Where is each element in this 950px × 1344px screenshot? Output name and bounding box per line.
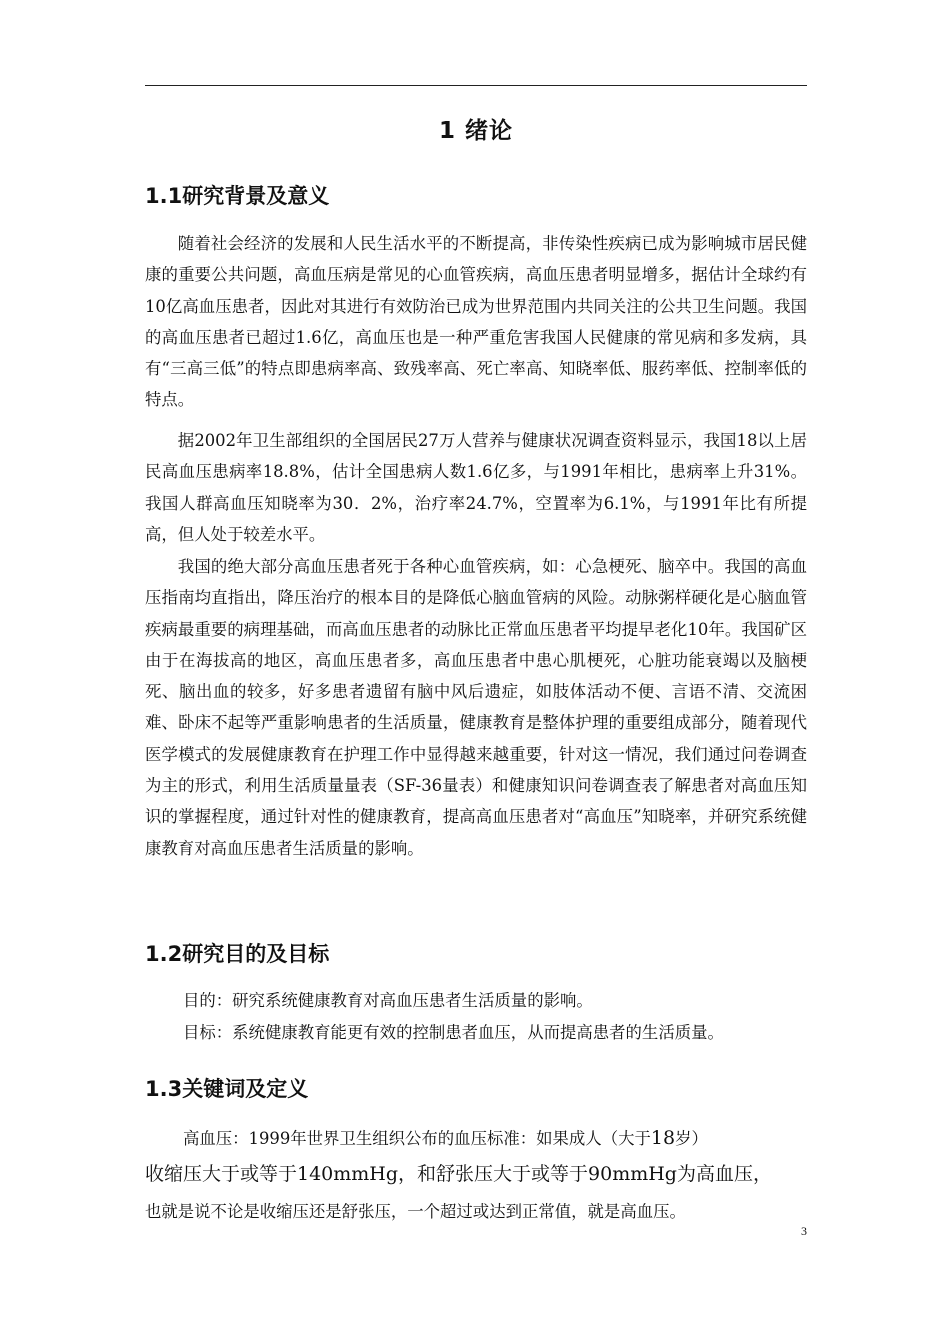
definition-text-a: 高血压：1999年世界卫生组织公布的血压标准：如果成人（大于 — [183, 1129, 651, 1148]
section-heading-1-2: 1.2研究目的及目标 — [145, 942, 330, 966]
definition-line-3: 也就是说不论是收缩压还是舒张压，一个超过或达到正常值，就是高血压。 — [145, 1202, 686, 1221]
paragraph-survey-data: 据2002年卫生部组织的全国居民27万人营养与健康状况调查资料显示，我国18以上居民高血压患病率18.8%，估计全国患病人数1.6亿多，与1991年相比，患病率上升31%。我国人群高血压知晓率为30．2%，治疗率24.7%，空置率为6.1%，与1991年比有所提高，但人处于较差水平。 — [145, 431, 807, 544]
definition-age: 18 — [650, 1127, 676, 1149]
definition-line-1 — [145, 1123, 807, 1154]
paragraph-cardiovascular: 我国的绝大部分高血压患者死于各种心血管疾病，如：心急梗死、脑卒中。我国的高血压指南均直指出，降压治疗的根本目的是降低心脑血管病的风险。动脉粥样硬化是心脑血管疾病最重要的病理基础，而高血压患者的动脉比正常血压患者平均提早老化10年。我国矿区由于在海拔高的地区，高血压患者多，高血压患者中患心肌梗死，心脏功能衰竭以及脑梗死、脑出血的较多，好多患者遗留有脑中风后遗症，如肢体活动不便、言语不清、交流困难、卧床不起等严重影响患者的生活质量，健康教育是整体护理的重要组成部分，随着现代医学模式的发展健康教育在护理工作中显得越来越重要，针对这一情况，我们通过问卷调查为主的形式，利用生活质量量表（SF-36量表）和健康知识问卷调查表了解患者对高血压知识的掌握程度，通过针对性的健康教育，提高高血压患者对“高血压”知晓率，并研究系统健康教育对高血压患者生活质量的影响。 — [145, 557, 807, 858]
page-number: 3 — [801, 1224, 807, 1238]
section-heading-1-1: 1.1研究背景及意义 — [145, 184, 330, 208]
definition-line-2: 收缩压大于或等于140mmHg，和舒张压大于或等于90mmHg为高血压， — [145, 1163, 772, 1185]
paragraph-background: 随着社会经济的发展和人民生活水平的不断提高，非传染性疾病已成为影响城市居民健康的重要公共问题，高血压病是常见的心血管疾病，高血压患者明显增多，据估计全球约有10亿高血压患者，因此对其进行有效防治已成为世界范围内共同关注的公共卫生问题。我国的高血压患者已超过1.6亿，高血压也是一种严重危害我国人民健康的常见病和多发病，具有“三高三低”的特点即患病率高、致残率高、死亡率高、知晓率低、服药率低、控制率低的特点。 — [145, 234, 807, 410]
research-goal: 目标：系统健康教育能更有效的控制患者血压，从而提高患者的生活质量。 — [183, 1023, 724, 1042]
section-heading-1-3: 1.3关键词及定义 — [145, 1077, 309, 1101]
research-purpose: 目的：研究系统健康教育对高血压患者生活质量的影响。 — [183, 991, 593, 1010]
definition-text-c: 岁） — [675, 1129, 708, 1148]
chapter-title: 1 绪论 — [438, 118, 513, 144]
header-rule — [145, 85, 807, 86]
